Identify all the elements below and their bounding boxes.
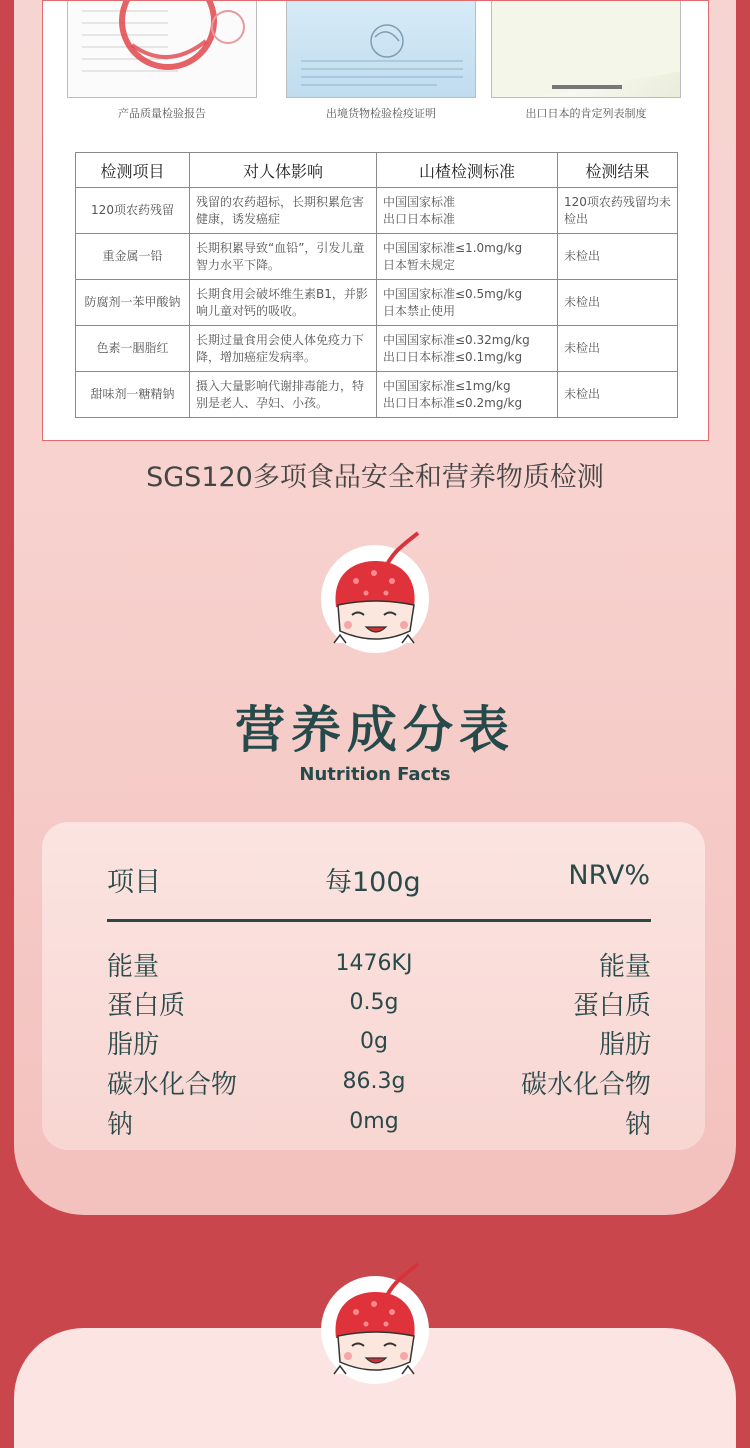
test-item: 120项农药残留 bbox=[76, 188, 190, 234]
standard-line: 出口日本标准≤0.2mg/kg bbox=[383, 395, 523, 410]
nutrient-value: 0g bbox=[360, 1029, 388, 1054]
nutrition-divider bbox=[107, 919, 651, 922]
table-header: 检测项目 bbox=[76, 153, 190, 188]
health-effect: 长期过量食用会使人体免疫力下降，增加癌症发病率。 bbox=[190, 326, 377, 372]
health-effect: 长期积累导致“血铅”，引发儿童智力水平下降。 bbox=[190, 234, 377, 280]
table-header: 检测结果 bbox=[558, 153, 678, 188]
table-row bbox=[76, 280, 678, 326]
table-row bbox=[76, 234, 678, 280]
test-result: 未检出 bbox=[558, 372, 678, 418]
health-effect: 残留的农药超标，长期积累危害健康，诱发癌症 bbox=[190, 188, 377, 234]
nutrition-row bbox=[107, 1104, 651, 1144]
nutrition-header-nrv: NRV% bbox=[568, 860, 650, 891]
nutrition-row bbox=[107, 1024, 651, 1064]
test-item: 重金属一铅 bbox=[76, 234, 190, 280]
standard-line: 出口日本标准≤0.1mg/kg bbox=[383, 349, 523, 364]
test-item: 甜味剂一糖精钠 bbox=[76, 372, 190, 418]
nutrient-value: 1476KJ bbox=[335, 951, 413, 976]
standard-line: 中国国家标准≤1.0mg/kg bbox=[383, 240, 523, 255]
nutrient-value: 0mg bbox=[349, 1109, 399, 1134]
nutrition-row bbox=[107, 985, 651, 1025]
test-result: 120项农药残留均未检出 bbox=[558, 188, 678, 234]
standard-line: 日本禁止使用 bbox=[383, 303, 456, 318]
nutrient-value: 0.5g bbox=[349, 990, 399, 1015]
nutrient-value: 86.3g bbox=[342, 1069, 406, 1094]
nutrition-header-per100g: 每100g bbox=[325, 867, 421, 898]
standard-line: 出口日本标准 bbox=[383, 211, 456, 226]
inspection-certificate-image bbox=[286, 1, 476, 98]
nutrient-name: 蛋白质 bbox=[107, 991, 186, 1021]
nutrient-name: 能量 bbox=[107, 952, 160, 982]
nutrition-title: 营养成分表 bbox=[235, 701, 515, 759]
certificate-card bbox=[42, 0, 709, 441]
certificate-caption: 产品质量检验报告 bbox=[118, 107, 206, 120]
nutrient-nrv: 脂肪 bbox=[598, 1030, 651, 1060]
table-header: 对人体影响 bbox=[190, 153, 377, 188]
standard bbox=[377, 188, 558, 234]
nutrition-row bbox=[107, 946, 651, 986]
hawthorn-mascot-icon bbox=[318, 1262, 430, 1386]
health-effect: 摄入大量影响代谢排毒能力，特别是老人、孕妇、小孩。 bbox=[190, 372, 377, 418]
health-effect: 长期食用会破坏维生素B1，并影响儿童对钙的吸收。 bbox=[190, 280, 377, 326]
nutrition-header-item: 项目 bbox=[107, 867, 161, 898]
positive-list-document-image bbox=[491, 1, 681, 98]
nutrition-subtitle: Nutrition Facts bbox=[299, 764, 451, 785]
table-row bbox=[76, 188, 678, 234]
hawthorn-mascot-icon bbox=[318, 531, 430, 655]
nutrient-name: 碳水化合物 bbox=[107, 1070, 238, 1100]
standard-line: 中国国家标准 bbox=[383, 194, 456, 209]
nutrient-name: 钠 bbox=[107, 1110, 134, 1140]
nutrient-nrv: 能量 bbox=[598, 952, 651, 982]
nutrient-nrv: 蛋白质 bbox=[572, 991, 651, 1021]
nutrition-row bbox=[107, 1064, 651, 1104]
nutrient-nrv: 钠 bbox=[624, 1110, 651, 1140]
test-result: 未检出 bbox=[558, 280, 678, 326]
table-row bbox=[76, 372, 678, 418]
standard-line: 中国国家标准≤1mg/kg bbox=[383, 378, 511, 393]
sgs-title: SGS120多项食品安全和营养物质检测 bbox=[146, 462, 604, 493]
certificate-caption: 出口日本的肯定列表制度 bbox=[525, 107, 647, 120]
test-results-table bbox=[75, 152, 678, 418]
table-row bbox=[76, 326, 678, 372]
test-item: 防腐剂一苯甲酸钠 bbox=[76, 280, 190, 326]
standard-line: 中国国家标准≤0.32mg/kg bbox=[383, 332, 530, 347]
standard-line: 日本暂未规定 bbox=[383, 257, 456, 272]
standard bbox=[377, 234, 558, 280]
nutrient-nrv: 碳水化合物 bbox=[520, 1070, 651, 1100]
standard bbox=[377, 326, 558, 372]
quality-report-image bbox=[67, 1, 257, 98]
table-header: 山楂检测标准 bbox=[377, 153, 558, 188]
standard bbox=[377, 280, 558, 326]
standard-line: 中国国家标准≤0.5mg/kg bbox=[383, 286, 523, 301]
test-result: 未检出 bbox=[558, 326, 678, 372]
certificate-caption: 出境货物检验检疫证明 bbox=[326, 107, 436, 120]
table-header-row bbox=[76, 153, 678, 188]
nutrient-name: 脂肪 bbox=[107, 1030, 160, 1060]
test-result: 未检出 bbox=[558, 234, 678, 280]
standard bbox=[377, 372, 558, 418]
test-item: 色素一胭脂红 bbox=[76, 326, 190, 372]
